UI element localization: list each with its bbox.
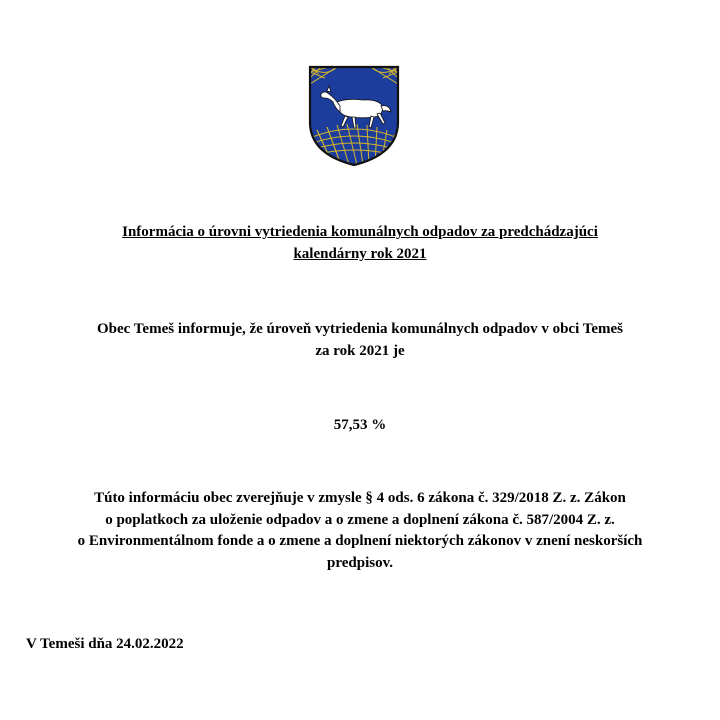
document-title-line-1: Informácia o úrovni vytriedenia komunálnych odpadov za predchádzajúci	[122, 224, 598, 240]
coat-of-arms-white-horse-icon	[307, 64, 401, 168]
coat-of-arms	[307, 64, 401, 168]
legal-line-2: o poplatkoch za uloženie odpadov a o zmene a doplnení zákona č. 587/2004 Z. z.	[105, 511, 615, 528]
legal-basis-paragraph	[0, 488, 720, 574]
document-title-line-2: kalendárny rok 2021	[293, 246, 427, 262]
sorting-level-value: 57,53 %	[333, 417, 387, 433]
legal-line-4: predpisov.	[327, 554, 393, 571]
document-title	[0, 221, 720, 265]
intro-line-2: za rok 2021 je	[315, 343, 405, 359]
place-and-date: V Temeši dňa 24.02.2022	[26, 636, 184, 652]
intro-paragraph	[0, 318, 720, 362]
intro-line-1: Obec Temeš informuje, že úroveň vytriedenia komunálnych odpadov v obci Temeš	[97, 321, 623, 337]
legal-line-3: o Environmentálnom fonde a o zmene a doplnení niektorých zákonov v znení neskorších	[77, 533, 643, 549]
legal-line-1: Túto informáciu obec zverejňuje v zmysle § 4 ods. 6 zákona č. 329/2018 Z. z. Zákon	[94, 490, 626, 506]
